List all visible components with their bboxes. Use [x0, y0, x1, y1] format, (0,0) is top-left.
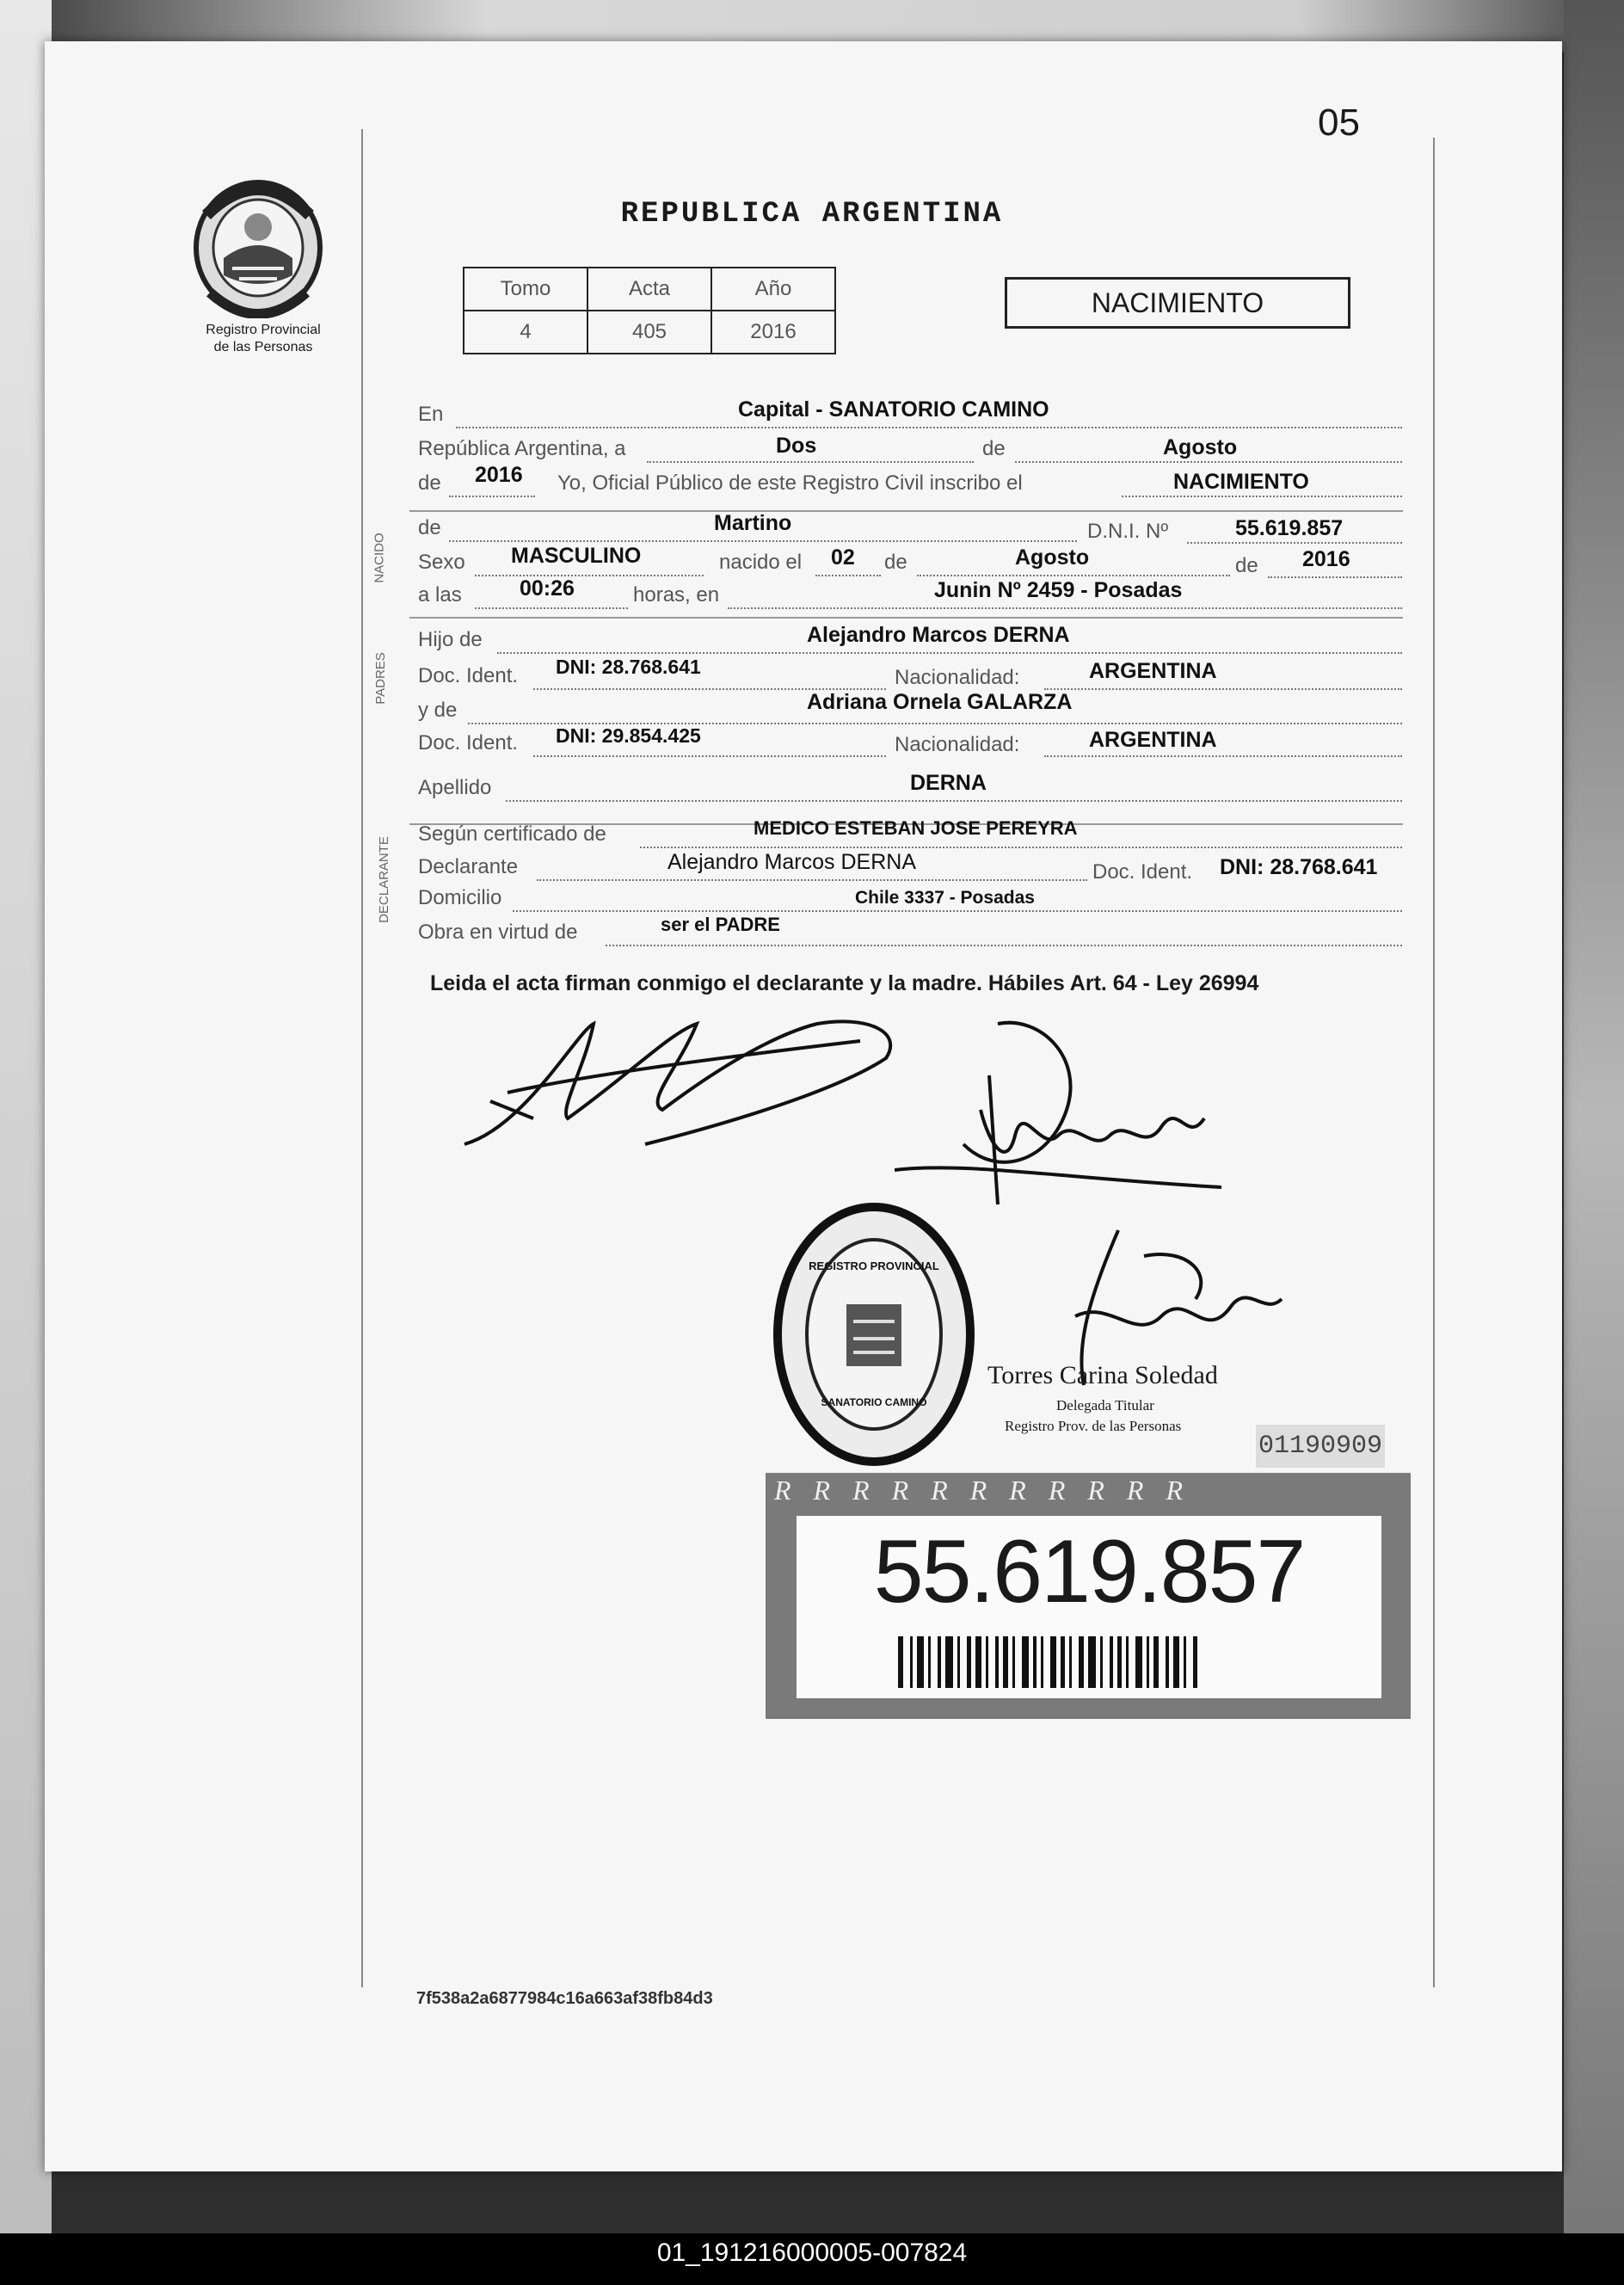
margin-line-right	[1433, 138, 1435, 1987]
barcode-bar	[898, 1636, 903, 1688]
registry-line-2: de las Personas	[213, 340, 313, 354]
acta-header: Acta	[587, 268, 711, 311]
value-dni: 55.619.857	[1235, 516, 1344, 540]
label-docident: Doc. Ident.	[418, 664, 519, 687]
barcode-bar	[1069, 1636, 1072, 1688]
dotted-line	[513, 910, 1402, 912]
dotted-line	[1044, 755, 1402, 757]
dotted-line	[537, 879, 1087, 881]
country-heading: REPUBLICA ARGENTINA	[620, 198, 1004, 231]
side-label-declarante: DECLARANTE	[376, 836, 391, 923]
sticker-dni-number: 55.619.857	[873, 1522, 1305, 1622]
label-republica: República Argentina, a	[418, 437, 626, 460]
value-padre: Alejandro Marcos DERNA	[807, 623, 1070, 647]
dotted-line	[1268, 576, 1402, 578]
dotted-line	[1015, 461, 1402, 463]
record-type-box: NACIMIENTO	[1005, 277, 1350, 329]
label-nacionalidad: Nacionalidad:	[895, 666, 1020, 689]
barcode-bar	[1022, 1636, 1029, 1688]
label-alas: a las	[418, 583, 462, 607]
label-horas: horas, en	[633, 583, 720, 607]
barcode-bar	[928, 1636, 931, 1688]
value-lugar: Capital - SANATORIO CAMINO	[738, 397, 1049, 422]
side-label-padres: PADRES	[372, 652, 388, 705]
dotted-line	[449, 540, 1077, 542]
official-office: Registro Prov. de las Personas	[1005, 1418, 1182, 1434]
barcode-bar	[1041, 1636, 1043, 1688]
page-number: 05	[1318, 102, 1360, 144]
label-nacionalidad2: Nacionalidad:	[895, 733, 1020, 756]
label-apellido: Apellido	[418, 776, 492, 799]
value-sexo: MASCULINO	[511, 544, 642, 568]
label-de3: de	[418, 516, 441, 539]
margin-line-left	[361, 129, 363, 1987]
barcode-bar	[1117, 1636, 1122, 1688]
label-de2: de	[418, 471, 441, 495]
anio-header: Año	[711, 268, 835, 311]
barcode-bar	[975, 1636, 981, 1688]
dotted-line	[475, 575, 704, 576]
dotted-line	[1187, 542, 1402, 544]
value-padre-doc: DNI: 28.768.641	[556, 656, 701, 678]
section-divider	[409, 617, 1403, 619]
value-declarante: Alejandro Marcos DERNA	[667, 850, 916, 874]
value-nombre: Martino	[714, 511, 792, 535]
barcode-bar	[1193, 1636, 1197, 1688]
svg-text:SANATORIO CAMINO: SANATORIO CAMINO	[821, 1396, 927, 1408]
label-domicilio: Domicilio	[418, 886, 502, 909]
barcode-bar	[1088, 1636, 1096, 1688]
label-dni: D.N.I. Nº	[1087, 520, 1169, 543]
value-declarante-doc: DNI: 28.768.641	[1220, 855, 1378, 879]
sticker-watermark: RRRRRRRRRRR	[774, 1475, 1206, 1506]
file-caption: 01_191216000005-007824	[656, 2239, 968, 2267]
value-mes-nac: Agosto	[1015, 545, 1090, 570]
barcode-bar	[910, 1636, 913, 1688]
dotted-line	[815, 575, 881, 576]
dotted-line	[1044, 688, 1402, 690]
anio-value: 2016	[711, 311, 835, 354]
dotted-line	[449, 496, 535, 497]
label-segun: Según certificado de	[418, 822, 606, 846]
registry-name	[177, 322, 349, 356]
registry-line-1: Registro Provincial	[206, 323, 321, 337]
value-madre: Adriana Ornela GALARZA	[807, 690, 1073, 714]
value-padre-nac: ARGENTINA	[1089, 659, 1217, 683]
barcode-bar	[1033, 1636, 1037, 1688]
value-tipo: NACIMIENTO	[1173, 470, 1309, 494]
book-reference-table	[463, 267, 836, 354]
declarant-signature	[456, 998, 938, 1170]
tomo-value: 4	[464, 311, 587, 354]
value-lugar-nac: Junin Nº 2459 - Posadas	[934, 578, 1183, 602]
document-hash: 7f538a2a6877984c16a663af38fb84d3	[416, 1989, 713, 2008]
label-oficial: Yo, Oficial Público de este Registro Civil inscribo el	[557, 471, 1023, 495]
value-certificado: MEDICO ESTEBAN JOSE PEREYRA	[754, 817, 1078, 839]
label-de5: de	[1235, 554, 1258, 577]
dni-sticker	[766, 1473, 1411, 1719]
value-domicilio: Chile 3337 - Posadas	[855, 888, 1035, 908]
section-divider	[409, 510, 1403, 512]
barcode-bar	[938, 1636, 941, 1688]
barcode-bar	[1061, 1636, 1065, 1688]
label-en: En	[418, 403, 444, 426]
dotted-line	[606, 945, 1402, 946]
barcode-bar	[986, 1636, 988, 1688]
label-docident3: Doc. Ident.	[1092, 860, 1193, 884]
backdrop-right	[1564, 0, 1624, 2237]
closing-statement: Leida el acta firman conmigo el declarante y la madre. Hábiles Art. 64 - Ley 26994	[430, 971, 1259, 995]
value-dia-nac: 02	[831, 545, 855, 570]
barcode-bar	[1050, 1636, 1056, 1688]
barcode-bar	[1135, 1636, 1142, 1688]
dotted-line	[647, 461, 974, 463]
barcode-bar	[1184, 1636, 1186, 1688]
acta-value: 405	[587, 311, 711, 354]
barcode-bar	[1153, 1636, 1159, 1688]
svg-text:REGISTRO PROVINCIAL: REGISTRO PROVINCIAL	[809, 1260, 939, 1272]
official-role: Delegada Titular	[1056, 1397, 1154, 1413]
barcode-bar	[957, 1636, 960, 1688]
barcode-bar	[1147, 1636, 1149, 1688]
dotted-line	[475, 607, 628, 609]
value-obra: ser el PADRE	[661, 914, 780, 935]
dotted-line	[497, 652, 1402, 654]
dotted-line	[640, 847, 1402, 848]
dotted-line	[456, 427, 1402, 428]
dotted-line	[728, 607, 1402, 609]
label-obra: Obra en virtud de	[418, 921, 578, 944]
label-yde: y de	[418, 699, 458, 722]
label-de4: de	[884, 551, 907, 574]
label-docident2: Doc. Ident.	[418, 731, 519, 754]
barcode-bar	[995, 1636, 999, 1688]
value-madre-doc: DNI: 29.854.425	[556, 724, 701, 747]
label-de: de	[982, 437, 1006, 460]
dotted-line	[1122, 496, 1402, 497]
barcode-bar	[967, 1636, 971, 1688]
barcode-bar	[1079, 1636, 1084, 1688]
barcode-bar	[917, 1636, 924, 1688]
dotted-line	[533, 755, 886, 757]
barcode-bar	[1003, 1636, 1008, 1688]
registry-stamp	[771, 1201, 977, 1468]
value-madre-nac: ARGENTINA	[1089, 728, 1217, 752]
value-apellido: DERNA	[910, 771, 987, 795]
barcode-bar	[945, 1636, 953, 1688]
barcode-bar	[1166, 1636, 1169, 1688]
barcode-bar	[1126, 1636, 1129, 1688]
sticker-panel	[797, 1516, 1381, 1698]
barcode-bar	[1110, 1636, 1113, 1688]
dotted-line	[506, 800, 1402, 802]
value-dia-texto: Dos	[776, 434, 817, 458]
backdrop-left	[0, 0, 52, 2237]
sticker-barcode	[898, 1636, 1280, 1688]
official-name: Torres Carina Soledad	[987, 1361, 1218, 1389]
label-hijo: Hijo de	[418, 628, 483, 651]
dotted-line	[917, 575, 1230, 576]
province-crest-icon	[189, 172, 327, 318]
side-label-nacido: NACIDO	[372, 533, 387, 583]
barcode-bar	[1100, 1636, 1103, 1688]
value-mes-texto: Agosto	[1163, 435, 1238, 459]
barcode-bar	[1012, 1636, 1015, 1688]
label-serial-number: 01190909	[1256, 1425, 1385, 1468]
value-anio: 2016	[475, 463, 523, 487]
label-declarante: Declarante	[418, 855, 519, 878]
tomo-header: Tomo	[464, 268, 587, 311]
value-anio-nac: 2016	[1302, 547, 1350, 571]
label-nacido: nacido el	[719, 551, 803, 574]
label-sexo: Sexo	[418, 551, 465, 574]
value-hora: 00:26	[520, 576, 575, 601]
barcode-bar	[1173, 1636, 1179, 1688]
